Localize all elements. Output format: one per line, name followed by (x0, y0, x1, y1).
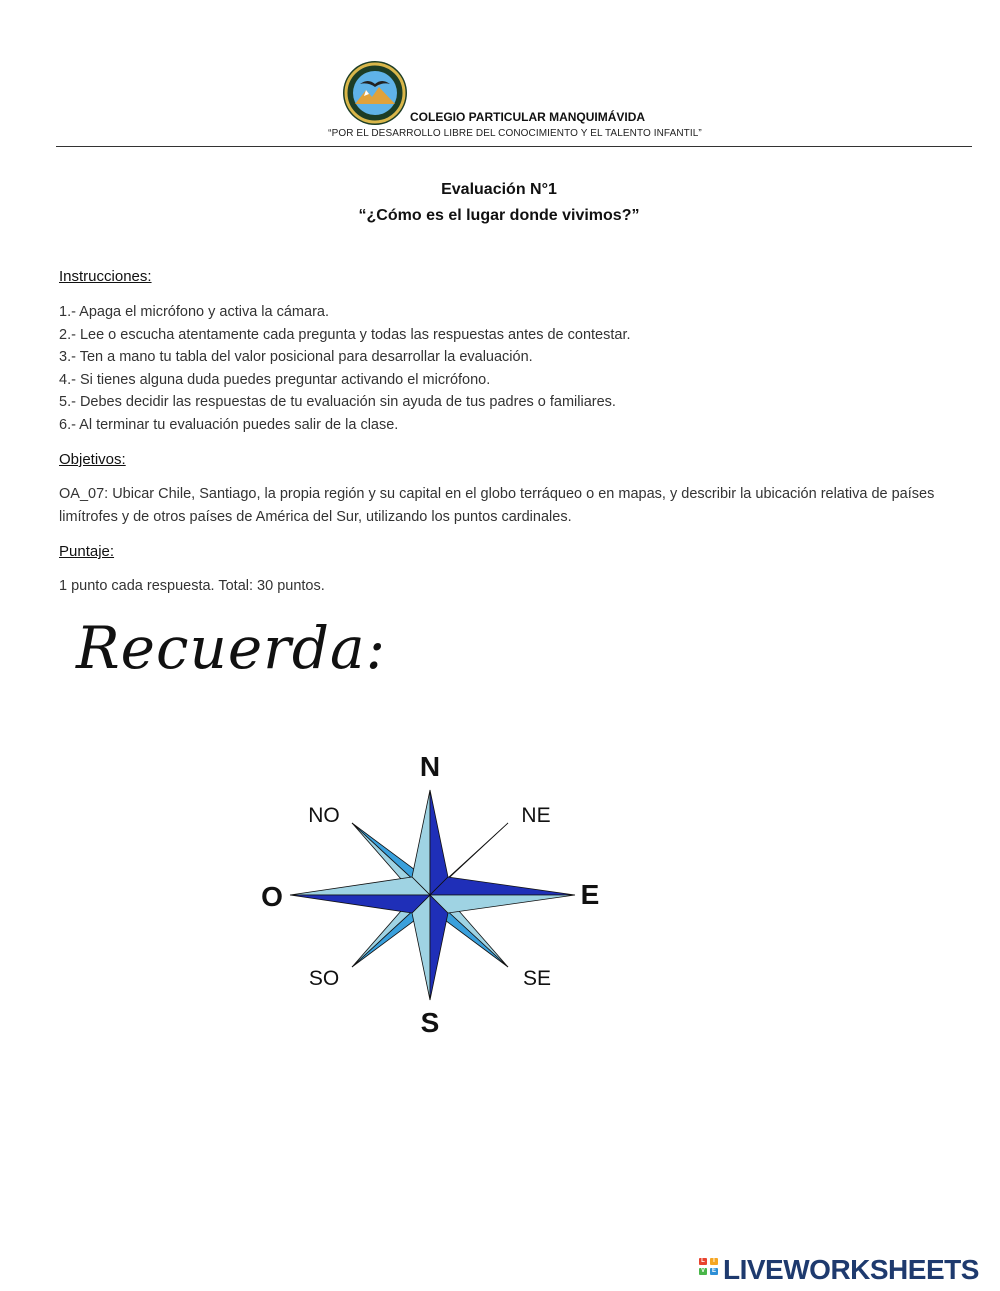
compass-label-e: E (580, 879, 600, 910)
badge-letter-i: I (710, 1258, 718, 1265)
score-text: 1 punto cada respuesta. Total: 30 puntos. (59, 578, 325, 594)
compass-label-o: O (261, 881, 283, 912)
evaluation-subtitle: “¿Cómo es el lugar donde vivimos?” (358, 207, 640, 224)
objectives-heading: Objetivos: (59, 451, 126, 468)
evaluation-title: Evaluación N°1 (441, 181, 557, 198)
compass-rose (240, 740, 620, 1040)
instruction-item: 2.- Lee o escucha atentamente cada pregunta y todas las respuestas antes de contestar. (59, 326, 631, 343)
badge-letter-l: L (699, 1258, 707, 1265)
badge-letter-e: E (711, 1268, 716, 1274)
instructions-list (59, 301, 631, 436)
instructions-heading: Instrucciones: (59, 268, 152, 285)
liveworksheets-brand: LIVEWORKSHEETS (723, 1254, 979, 1285)
compass-label-s: S (420, 1007, 440, 1038)
objectives-text: OA_07: Ubicar Chile, Santiago, la propia región y su capital en el globo terráqueo o en mapas, y describir la ubicación relativa de países limítrofes y de otros países de América del Sur, utilizando los puntos cardinales. (59, 486, 935, 525)
badge-letter-v: V (700, 1268, 705, 1274)
instruction-item: 1.- Apaga el micrófono y activa la cámara. (59, 304, 329, 320)
school-name: COLEGIO PARTICULAR MANQUIMÁVIDA (410, 110, 646, 124)
instruction-item: 5.- Debes decidir las respuestas de tu evaluación sin ayuda de tus padres o familiares. (59, 394, 616, 410)
compass-label-no: NO (308, 804, 340, 827)
compass-label-n: N (419, 751, 441, 782)
reminder-heading: Recuerda: (76, 614, 387, 682)
instruction-item: 6.- Al terminar tu evaluación puedes salir de la clase. (59, 416, 399, 433)
compass-label-ne: NE (521, 804, 551, 827)
header-divider (56, 146, 972, 147)
instruction-item: 3.- Ten a mano tu tabla del valor posicional para desarrollar la evaluación. (59, 349, 533, 365)
school-logo (342, 60, 408, 126)
compass-label-so: SO (308, 967, 340, 990)
school-motto: “POR EL DESARROLLO LIBRE DEL CONOCIMIENTO Y EL TALENTO INFANTIL” (328, 128, 702, 139)
liveworksheets-logo[interactable] (697, 1256, 997, 1286)
score-heading: Puntaje: (59, 543, 115, 560)
compass-point-w (290, 877, 430, 895)
instruction-item: 4.- Si tienes alguna duda puedes preguntar activando el micrófono. (59, 371, 491, 388)
compass-label-se: SE (522, 967, 552, 990)
compass-point-e (430, 877, 575, 895)
